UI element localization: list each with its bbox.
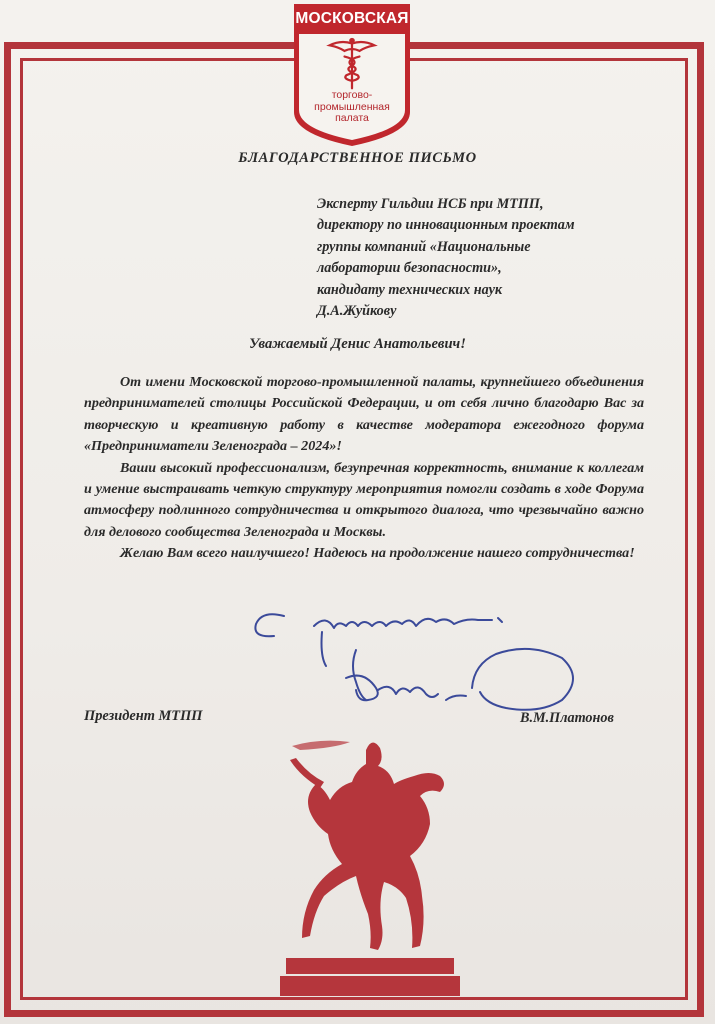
addressee-line: группы компаний «Национальные [317,238,531,255]
letter-body [84,372,644,565]
signer-name: В.М.Платонов [520,710,614,726]
addressee-line: кандидату технических наук [317,281,503,298]
emblem-pedestal [296,976,446,996]
body-paragraph: Желаю Вам всего наилучшего! Надеюсь на продолжение нашего сотрудничества! [120,545,635,562]
logo-caption: торгово- промышленная палата [314,89,390,124]
caduceus-icon [322,36,382,92]
addressee-block [317,194,677,322]
addressee-line: Д.А.Жуйкову [317,303,397,320]
salutation: Уважаемый Денис Анатольевич! [249,336,466,352]
addressee-line: Эксперту Гильдии НСБ при МТПП, [317,196,544,212]
body-paragraph: От имени Московской торгово-промышленной палаты, крупнейшего объединения предпринимателей столицы Российской Федерации, и от себя лично благодарю Вас за творческую и креативную работу в качестве модератора ежегодного форума «Предприниматели Зеленограда – 2024»! [84,374,644,455]
letter-title: БЛАГОДАРСТВЕННОЕ ПИСЬМО [238,150,477,166]
addressee-line: директору по инновационным проектам [317,217,575,234]
addressee-line: лаборатории безопасности», [317,260,502,277]
handwritten-signature [240,596,580,726]
body-paragraph: Ваши высокий профессионализм, безупречная корректность, внимание к коллегам и умение выстраивать четкую структуру мероприятия помогли создать в ходе Форума атмосферу подлинного сотрудничества и открытого диалога, что чрезвычайно важно для делового сообщества Зеленограда и Москвы. [84,459,644,540]
chamber-logo [294,4,410,146]
logo-band: МОСКОВСКАЯ [294,4,410,34]
signer-title: Президент МТПП [84,708,203,724]
horseman-emblem [280,726,460,996]
